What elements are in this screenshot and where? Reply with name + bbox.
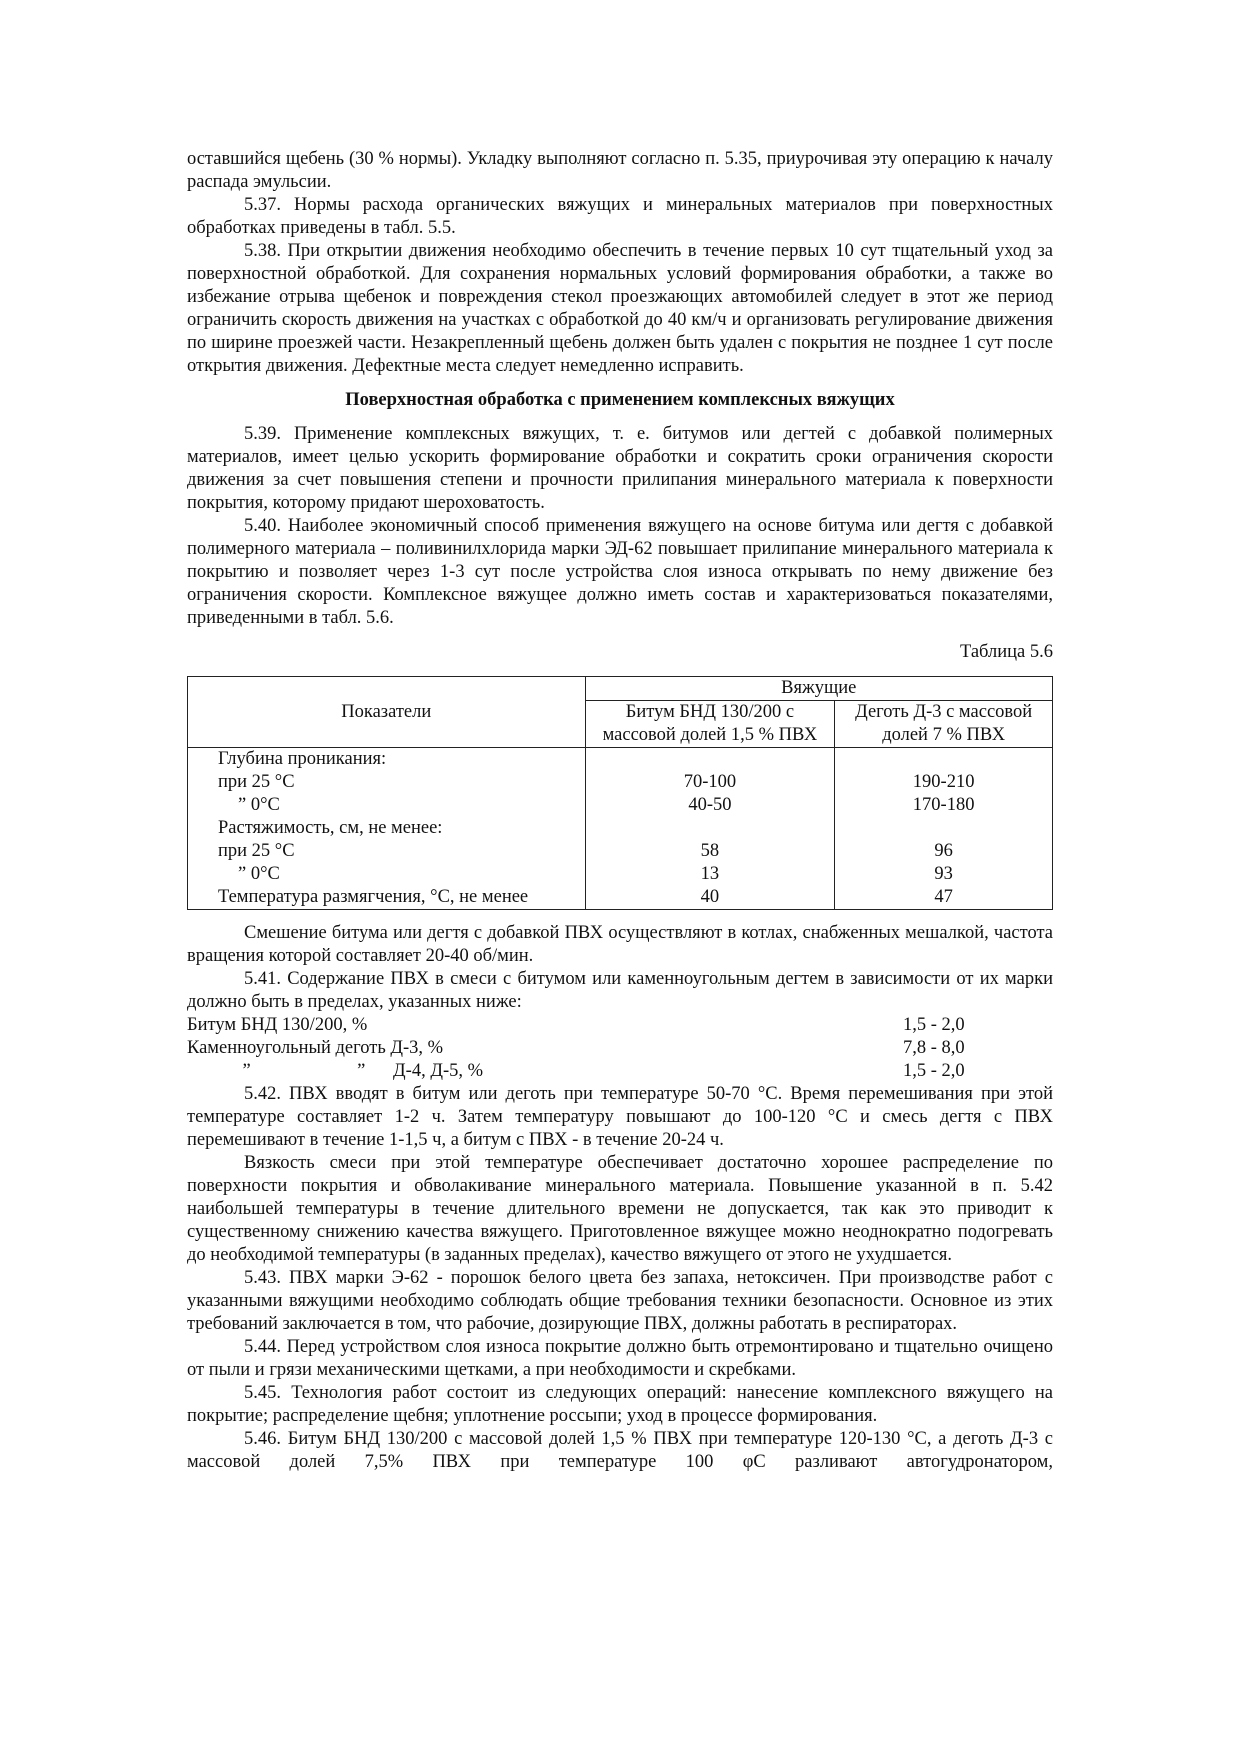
document-page: [187, 148, 1053, 1474]
list-item: [187, 1037, 1053, 1060]
row-label: при 25 °С: [218, 772, 295, 792]
paragraph-5-46: 5.46. Битум БНД 130/200 с массовой долей 1,5 % ПВХ при температуре 120-130 °С, а деготь Д-3 с массовой долей 7,5% ПВХ при температуре 100 φС разливают автогудронатором,: [187, 1429, 1053, 1472]
table-caption: Таблица 5.6: [960, 642, 1053, 662]
header-bitumen-line1: Битум БНД 130/200 с: [625, 702, 795, 722]
table-body-row: [188, 748, 1053, 910]
row-label: Глубина проникания:: [218, 749, 387, 769]
cell-value: 13: [700, 864, 720, 884]
table-5-6: [187, 676, 1053, 910]
list-item-label: Битум БНД 130/200, %: [187, 1015, 368, 1035]
cell-value: [835, 817, 1052, 840]
paragraph-viscosity: Вязкость смеси при этой температуре обеспечивает достаточно хорошее распределение по поверхности покрытия и обволакивание минерального материала. Повышение указанной в п. 5.42 наибольшей температуры в течение длительного времени не допускается, так как это приводит к существенному снижению качества вяжущего. Приготовленное вяжущее можно неоднократно подогревать до необходимой температуры (в заданных пределах), качество вяжущего от этого не ухудшается.: [187, 1153, 1053, 1265]
list-item-label: Каменноугольный деготь Д-3, %: [187, 1038, 444, 1058]
list-item: [187, 1060, 1053, 1083]
paragraph-5-41: 5.41. Содержание ПВХ в смеси с битумом или каменноугольным дегтем в зависимости от их марки должно быть в пределах, указанных ниже:: [187, 969, 1053, 1012]
header-bitumen-line2: массовой долей 1,5 % ПВХ: [602, 725, 818, 745]
list-item-value: 1,5 - 2,0: [903, 1015, 965, 1035]
header-bitumen: [585, 701, 835, 748]
paragraph: оставшийся щебень (30 % нормы). Укладку выполняют согласно п. 5.35, приурочивая эту операцию к началу распада эмульсии.: [187, 149, 1053, 192]
row-label: при 25 °С: [218, 841, 295, 861]
paragraph-mixing: Смешение битума или дегтя с добавкой ПВХ осуществляют в котлах, снабженных мешалкой, частота вращения которой составляет 20-40 об/мин.: [187, 923, 1053, 966]
pvc-content-list: [187, 1014, 1053, 1083]
paragraph-5-42: 5.42. ПВХ вводят в битум или деготь при температуре 50-70 °С. Время перемешивания при этой температуре составляет 1-2 ч. Затем температуру повышают до 100-120 °С и смесь дегтя с ПВХ перемешивают в течение 1-1,5 ч, а битум с ПВХ - в течение 20-24 ч.: [187, 1084, 1053, 1150]
tar-values-column: [835, 748, 1053, 910]
paragraph-5-37: 5.37. Нормы расхода органических вяжущих и минеральных материалов при поверхностных обработках приведены в табл. 5.5.: [187, 195, 1053, 238]
section-heading: Поверхностная обработка с применением комплексных вяжущих: [345, 390, 895, 410]
cell-value: 47: [934, 887, 953, 907]
cell-value: 93: [934, 864, 953, 884]
row-label: Температура размягчения, °С, не менее: [218, 887, 529, 907]
header-tar-line2: долей 7 % ПВХ: [882, 725, 1006, 745]
paragraph-5-45: 5.45. Технология работ состоит из следующих операций: нанесение комплексного вяжущего на покрытие; распределение щебня; уплотнение россыпи; уход в процессе формирования.: [187, 1383, 1053, 1426]
row-label: Растяжимость, см, не менее:: [218, 818, 443, 838]
cell-value: 190-210: [912, 772, 975, 792]
header-indicators: Показатели: [188, 677, 586, 748]
paragraph-5-44: 5.44. Перед устройством слоя износа покрытие должно быть отремонтировано и тщательно очищено от пыли и грязи механическими щетками, а при необходимости и скребками.: [187, 1337, 1053, 1380]
list-item-value: 1,5 - 2,0: [903, 1061, 965, 1081]
cell-value: 96: [934, 841, 953, 861]
cell-value: 58: [700, 841, 720, 861]
row-label: ” 0°С: [238, 795, 280, 815]
cell-value: 40-50: [688, 795, 732, 815]
header-tar: [835, 701, 1053, 748]
cell-value: [835, 748, 1052, 771]
labels-column: [188, 748, 586, 910]
cell-value: 170-180: [912, 795, 975, 815]
list-item-value: 7,8 - 8,0: [903, 1038, 965, 1058]
list-item-label: ” ” Д-4, Д-5, %: [187, 1061, 484, 1081]
paragraph-5-40: 5.40. Наиболее экономичный способ применения вяжущего на основе битума или дегтя с добавкой полимерного материала – поливинилхлорида марки ЭД-62 повышает прилипание минерального материала к покрытию и позволяет через 1-3 сут после устройства слоя износа открывать по нему движение без ограничения скорости. Комплексное вяжущее должно иметь состав и характеризоваться показателями, приведенными в табл. 5.6.: [187, 516, 1053, 628]
cell-value: [586, 817, 835, 840]
header-binders-group: Вяжущие: [585, 677, 1052, 701]
list-item: [187, 1014, 1053, 1037]
cell-value: 40: [700, 887, 720, 907]
paragraph-5-38: 5.38. При открытии движения необходимо обеспечить в течение первых 10 сут тщательный уход за поверхностной обработкой. Для сохранения нормальных условий формирования обработки, а также во избежание отрыва щебенок и повреждения стекол проезжающих автомобилей следует в этот же период ограничить скорость движения на участках с обработкой до 40 км/ч и организовать регулирование движения по ширине проезжей части. Незакрепленный щебень должен быть удален с покрытия не позднее 1 сут после открытия движения. Дефектные места следует немедленно исправить.: [187, 241, 1053, 376]
bitumen-values-column: [585, 748, 835, 910]
row-label: ” 0°С: [238, 864, 280, 884]
cell-value: [586, 748, 835, 771]
paragraph-5-43: 5.43. ПВХ марки Э-62 - порошок белого цвета без запаха, нетоксичен. При производстве работ с указанными вяжущими необходимо соблюдать общие требования техники безопасности. Основное из этих требований заключается в том, что рабочие, дозирующие ПВХ, должны работать в респираторах.: [187, 1268, 1053, 1334]
paragraph-5-39: 5.39. Применение комплексных вяжущих, т. е. битумов или дегтей с добавкой полимерных материалов, имеет целью ускорить формирование обработки и сократить сроки ограничения скорости движения за счет повышения степени и прочности прилипания минерального материала к поверхности покрытия, которому придают шероховатость.: [187, 424, 1053, 513]
cell-value: 70-100: [683, 772, 737, 792]
header-tar-line1: Деготь Д-3 с массовой: [855, 702, 1033, 722]
